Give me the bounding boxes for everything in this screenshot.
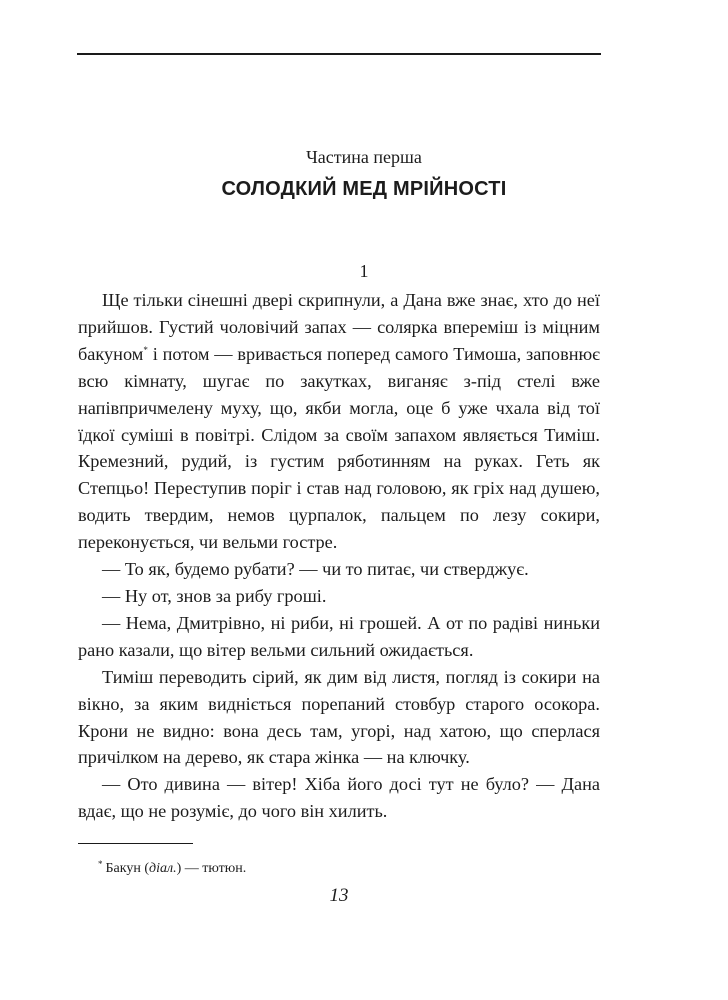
part-label: Частина перша: [306, 147, 422, 167]
footnote-reference: *: [143, 344, 148, 355]
footnote-mark: *: [98, 859, 103, 869]
paragraph-6: — Ото дивина — вітер! Хіба його досі тут не було? — Дана вдає, що не розуміє, до чого він хилить.: [78, 774, 600, 822]
footnote-definition: — тютюн.: [181, 861, 247, 876]
page-number: 13: [329, 885, 349, 906]
footnote-word: Бакун: [105, 861, 141, 876]
chapter-number: 1: [359, 261, 369, 281]
paragraph-1-start: Ще тільки сінешні двері скрипнули, а Дана вже знає, хто до неї прийшов. Густий чоловічий запах — солярка впереміш із міцним бакуном: [78, 290, 600, 364]
paragraph-1: [78, 287, 600, 556]
paragraph-2: — То як, будемо рубати? — чи то питає, чи стверджує.: [102, 559, 529, 580]
part-title: СОЛОДКИЙ МЕД МРІЙНОСТІ: [221, 178, 507, 200]
paragraph-4: — Нема, Дмитрівно, ні риби, ні грошей. А от по радіві ниньки рано казали, що вітер вельми сильний ожидається.: [78, 612, 600, 660]
footnote: * Бакун (діал.) — тютюн.: [98, 859, 247, 876]
header-rule: [77, 53, 601, 55]
paragraph-5: Тиміш переводить сірий, як дим від листя, погляд із сокири на вікно, за яким видніється порепаний стовбур старого осокора. Крони не видно: вона десь там, угорі, над хатою, що сперлася причілком на дерево, як стара жінка — на ключку.: [78, 666, 600, 768]
paragraph-3: — Ну от, знов за рибу гроші.: [102, 585, 327, 606]
chapter-text: [78, 287, 600, 825]
footnote-label: діал.: [149, 861, 177, 876]
footnote-divider: [78, 843, 193, 844]
paragraph-1-end: і потом — вривається поперед самого Тимоша, заповнює всю кімнату, шугає по закутках, виганяє з-під стелі вже напівпричмелену муху, що, якби могла, оце б уже чхала від тої їдкої суміші в повітрі. Слідом за своїм запахом являється Тиміш. Кремезний, рудий, із густим ряботинням на руках. Геть як Степцьо! Переступив поріг і став над головою, як гріх над душею, водить твердим, немов цурпалок, пальцем по лезу сокири, переконується, чи вельми гостре.: [78, 343, 600, 553]
